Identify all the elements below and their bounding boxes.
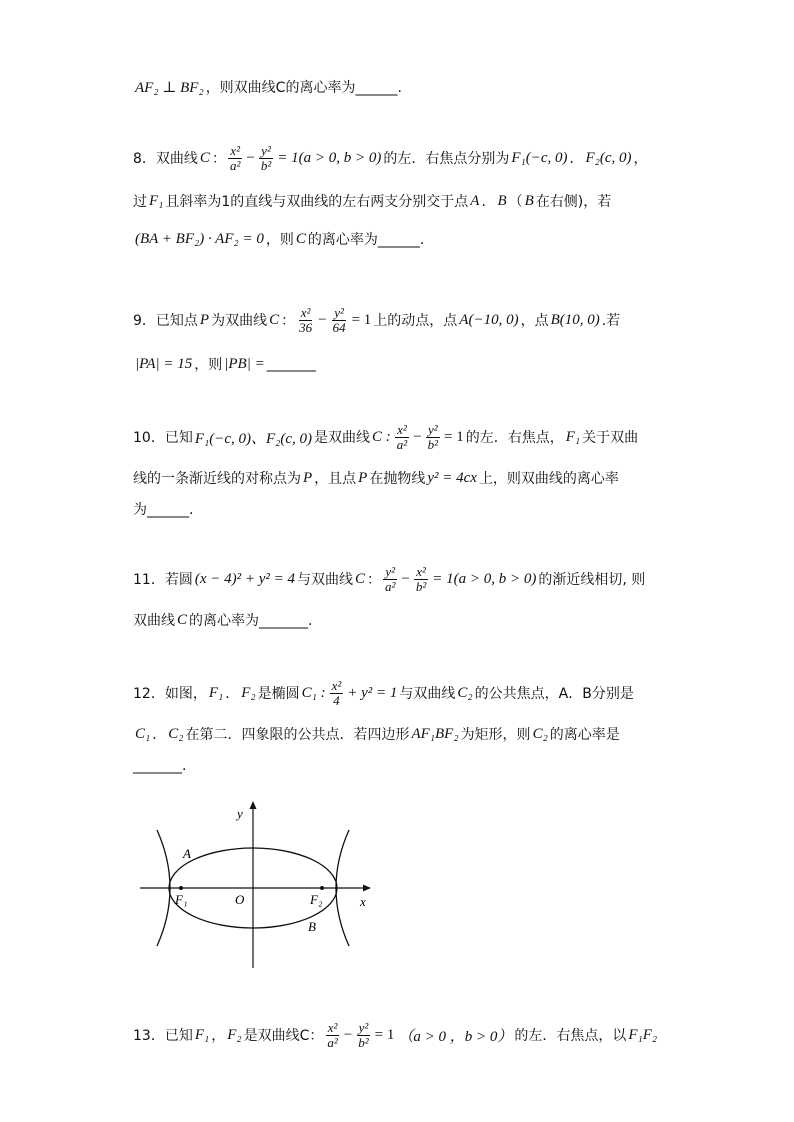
q10-c: C : [372, 428, 391, 445]
q8-l3-C: C [295, 230, 306, 247]
q9-t5: ，则 [194, 357, 223, 373]
q10-t3: 关于双曲 [582, 430, 639, 446]
q12-l2-sep: ． [152, 727, 167, 743]
q8-minus: − [246, 149, 255, 166]
q9-colon: ： [281, 313, 296, 329]
q9-A: A(−10, 0) [459, 311, 519, 328]
q10-line-1 [133, 422, 674, 452]
q13-t1: 是双曲线C： [243, 1028, 324, 1044]
q10-t2: 的左．右焦点， [465, 430, 564, 446]
q10-t1: 是双曲线 [314, 430, 371, 446]
q9-blank: _______ [266, 356, 316, 372]
q8-l2-d: （ [508, 194, 523, 210]
q9-line-2 [133, 349, 674, 379]
q9-pb: |PB| = [224, 355, 265, 372]
q12-l2-c1: C₁ [135, 725, 151, 742]
q9-P: P [199, 311, 210, 328]
q10-minus: − [413, 428, 422, 445]
q9-frac-x: $\frac{\text{x²}}{36}$ [299, 304, 313, 335]
q8-l2-A: A [470, 192, 480, 209]
q13-F2: F₂ [227, 1026, 242, 1043]
q12-line-1 [133, 678, 674, 708]
q11-t2: 的渐近线相切, 则 [538, 572, 646, 588]
q11-minus: − [401, 570, 410, 587]
q10-foci: F₁(−c, 0)、F₂(c, 0) [194, 430, 313, 447]
q12-label: 12．如图， [133, 686, 207, 702]
q8-text-1: 的左．右焦点分别为 [383, 151, 510, 167]
q12-l2-a: 在第二．四象限的公共点．若四边形 [185, 727, 410, 743]
x-axis-arrow [363, 885, 371, 892]
q12-l2-c2: C₂ [168, 725, 184, 742]
q8-l2-a: 过 [133, 194, 147, 210]
q13-label: 13．已知 [133, 1028, 193, 1044]
q13-minus: − [343, 1026, 353, 1043]
q9-B: B(10, 0) [550, 311, 600, 328]
q11-frac-x: $\frac{\text{x²}}{\text{b²}}$ [415, 563, 427, 594]
q12-sep: ． [225, 686, 240, 702]
q8-l2-B: B [497, 192, 507, 209]
q12-l2-b: 为矩形，则 [460, 727, 531, 743]
q7-formula: AF₂ ⊥ BF₂ [135, 79, 204, 96]
label-O: O [235, 892, 245, 907]
q12-t3: 的公共焦点，A．B分别是 [474, 686, 634, 702]
q10-label: 10．已知 [133, 430, 193, 446]
q9-t2: 上的动点，点 [373, 313, 458, 329]
label-F1: F₁ [175, 892, 188, 907]
q10-l2-a: 线的一条渐近线的对称点为 [133, 471, 301, 487]
q10-eq: = 1 [444, 428, 464, 445]
q10-frac-y: $\frac{\text{y²}}{\text{b²}}$ [427, 421, 439, 452]
q8-colon: ： [211, 151, 226, 167]
q13-frac-y: $\frac{\text{y²}}{\text{b²}}$ [358, 1019, 369, 1050]
q8-line-1 [133, 143, 674, 173]
q13-f1f2: F₁F₂ [628, 1026, 658, 1043]
q12-quad: AF₁BF₂ [411, 725, 459, 742]
q13-sep: ， [211, 1028, 226, 1044]
q8-l3-a: ，则 [265, 232, 294, 248]
q8-l2-f1: F₁ [149, 192, 164, 209]
q12-F1: F₁ [208, 684, 224, 701]
q10-P: P [303, 469, 313, 486]
q9-t1: 为双曲线 [211, 313, 268, 329]
q13-cond: （a > 0 ，b > 0） [398, 1028, 513, 1045]
q10-f1: F₁ [565, 428, 581, 445]
label-x: x [360, 894, 366, 909]
q9-line-1 [133, 305, 674, 335]
q9-pa: |PA| = 15 [135, 355, 193, 372]
q11-label: 11．若圆 [133, 572, 193, 588]
q12-l3: _______. [133, 758, 187, 774]
q12-c2: C₂ [457, 684, 473, 701]
q8-f1: F₁(−c, 0) [511, 149, 568, 166]
q8-line-2 [133, 186, 674, 216]
q11-line-2 [133, 605, 674, 635]
q13-line-1 [133, 1020, 674, 1050]
q13-eq: = 1 [374, 1026, 395, 1043]
q8-line-3 [133, 224, 674, 254]
label-F2: F₂ [310, 892, 323, 907]
q12-eq: + y² = 1 [347, 684, 398, 701]
q10-l3: 为______. [133, 502, 194, 518]
q8-l2-e: 在右侧)，若 [535, 194, 612, 210]
q11-eq: = 1(a > 0, b > 0) [432, 570, 537, 587]
q13-frac-x: $\frac{\text{x²}}{\text{a²}}$ [327, 1019, 338, 1050]
q10-frac-x: $\frac{\text{x²}}{\text{a²}}$ [396, 421, 408, 452]
q11-l2-C: C [177, 611, 188, 628]
q11-l2-b: 的离心率为_______. [189, 613, 313, 629]
q10-P2: P [358, 469, 368, 486]
q12-c1: C₁ : [301, 684, 326, 701]
q12-line-3 [133, 751, 674, 781]
q8-vector-eq: (BA + BF₂) · AF₂ = 0 [135, 230, 264, 247]
q8-comma: ， [633, 151, 648, 167]
q9-minus: − [318, 311, 327, 328]
q11-circle: (x − 4)² + y² = 4 [194, 570, 295, 587]
q8-frac-y: $\frac{\text{y²}}{\text{b²}}$ [260, 142, 272, 173]
q10-line-2 [133, 463, 674, 493]
q8-l2-B2: B [524, 192, 534, 209]
q11-line-1 [133, 564, 674, 594]
focus-f1-point [179, 886, 183, 890]
q11-l2-a: 双曲线 [133, 613, 175, 629]
q9-C: C [269, 311, 280, 328]
q10-l2-d: 上，则双曲线的离心率 [478, 471, 619, 487]
q8-c: C [199, 149, 210, 166]
q11-t1: 与双曲线 [297, 572, 353, 588]
q10-l2-b: ，且点 [314, 471, 357, 487]
q8-label: 8．双曲线 [133, 151, 198, 167]
focus-f2-point [320, 886, 324, 890]
q10-l2-c: 在抛物线 [369, 471, 426, 487]
q11-colon: ： [367, 572, 382, 588]
y-axis-arrow [250, 801, 257, 809]
q12-frac-x: $\frac{\text{x²}}{4}$ [331, 677, 342, 708]
q8-sep: ． [569, 151, 584, 167]
q8-l2-b: 且斜率为1的直线与双曲线的左右两支分别交于点 [165, 194, 469, 210]
label-B: B [308, 919, 316, 934]
q9-label: 9．已知点 [133, 313, 198, 329]
q9-t3: ，点 [520, 313, 549, 329]
q8-f2: F₂(c, 0) [585, 149, 632, 166]
q8-l3-b: 的离心率为______. [307, 232, 425, 248]
q11-C: C [355, 570, 366, 587]
q8-frac-x: $\frac{\text{x²}}{\text{a²}}$ [229, 142, 241, 173]
q11-frac-y: $\frac{\text{y²}}{\text{a²}}$ [385, 563, 396, 594]
q10-parabola: y² = 4cx [427, 469, 477, 486]
q9-eq: = 1 [351, 311, 372, 328]
q7-text: ，则双曲线C的离心率为______. [205, 80, 402, 96]
q13-t2: 的左．右焦点，以 [514, 1028, 627, 1044]
q8-l2-c: ． [481, 194, 496, 210]
q7-tail-line [133, 72, 674, 102]
label-y: y [237, 806, 243, 821]
q12-l2-c: 的离心率是 [549, 727, 620, 743]
q8-eq-rest: = 1(a > 0, b > 0) [277, 149, 382, 166]
q10-line-3 [133, 494, 674, 524]
q9-frac-y: $\frac{\text{y²}}{64}$ [332, 304, 346, 335]
label-A: A [183, 846, 191, 861]
q12-F2: F₂ [241, 684, 256, 701]
q13-F1: F₁ [194, 1026, 210, 1043]
q12-line-2 [133, 719, 674, 749]
q9-t4: .若 [601, 313, 621, 329]
q12-t2: 与双曲线 [399, 686, 456, 702]
q12-t1: 是椭圆 [257, 686, 300, 702]
q12-l2-c2b: C₂ [532, 725, 548, 742]
figure-ellipse-hyperbola [135, 796, 380, 972]
